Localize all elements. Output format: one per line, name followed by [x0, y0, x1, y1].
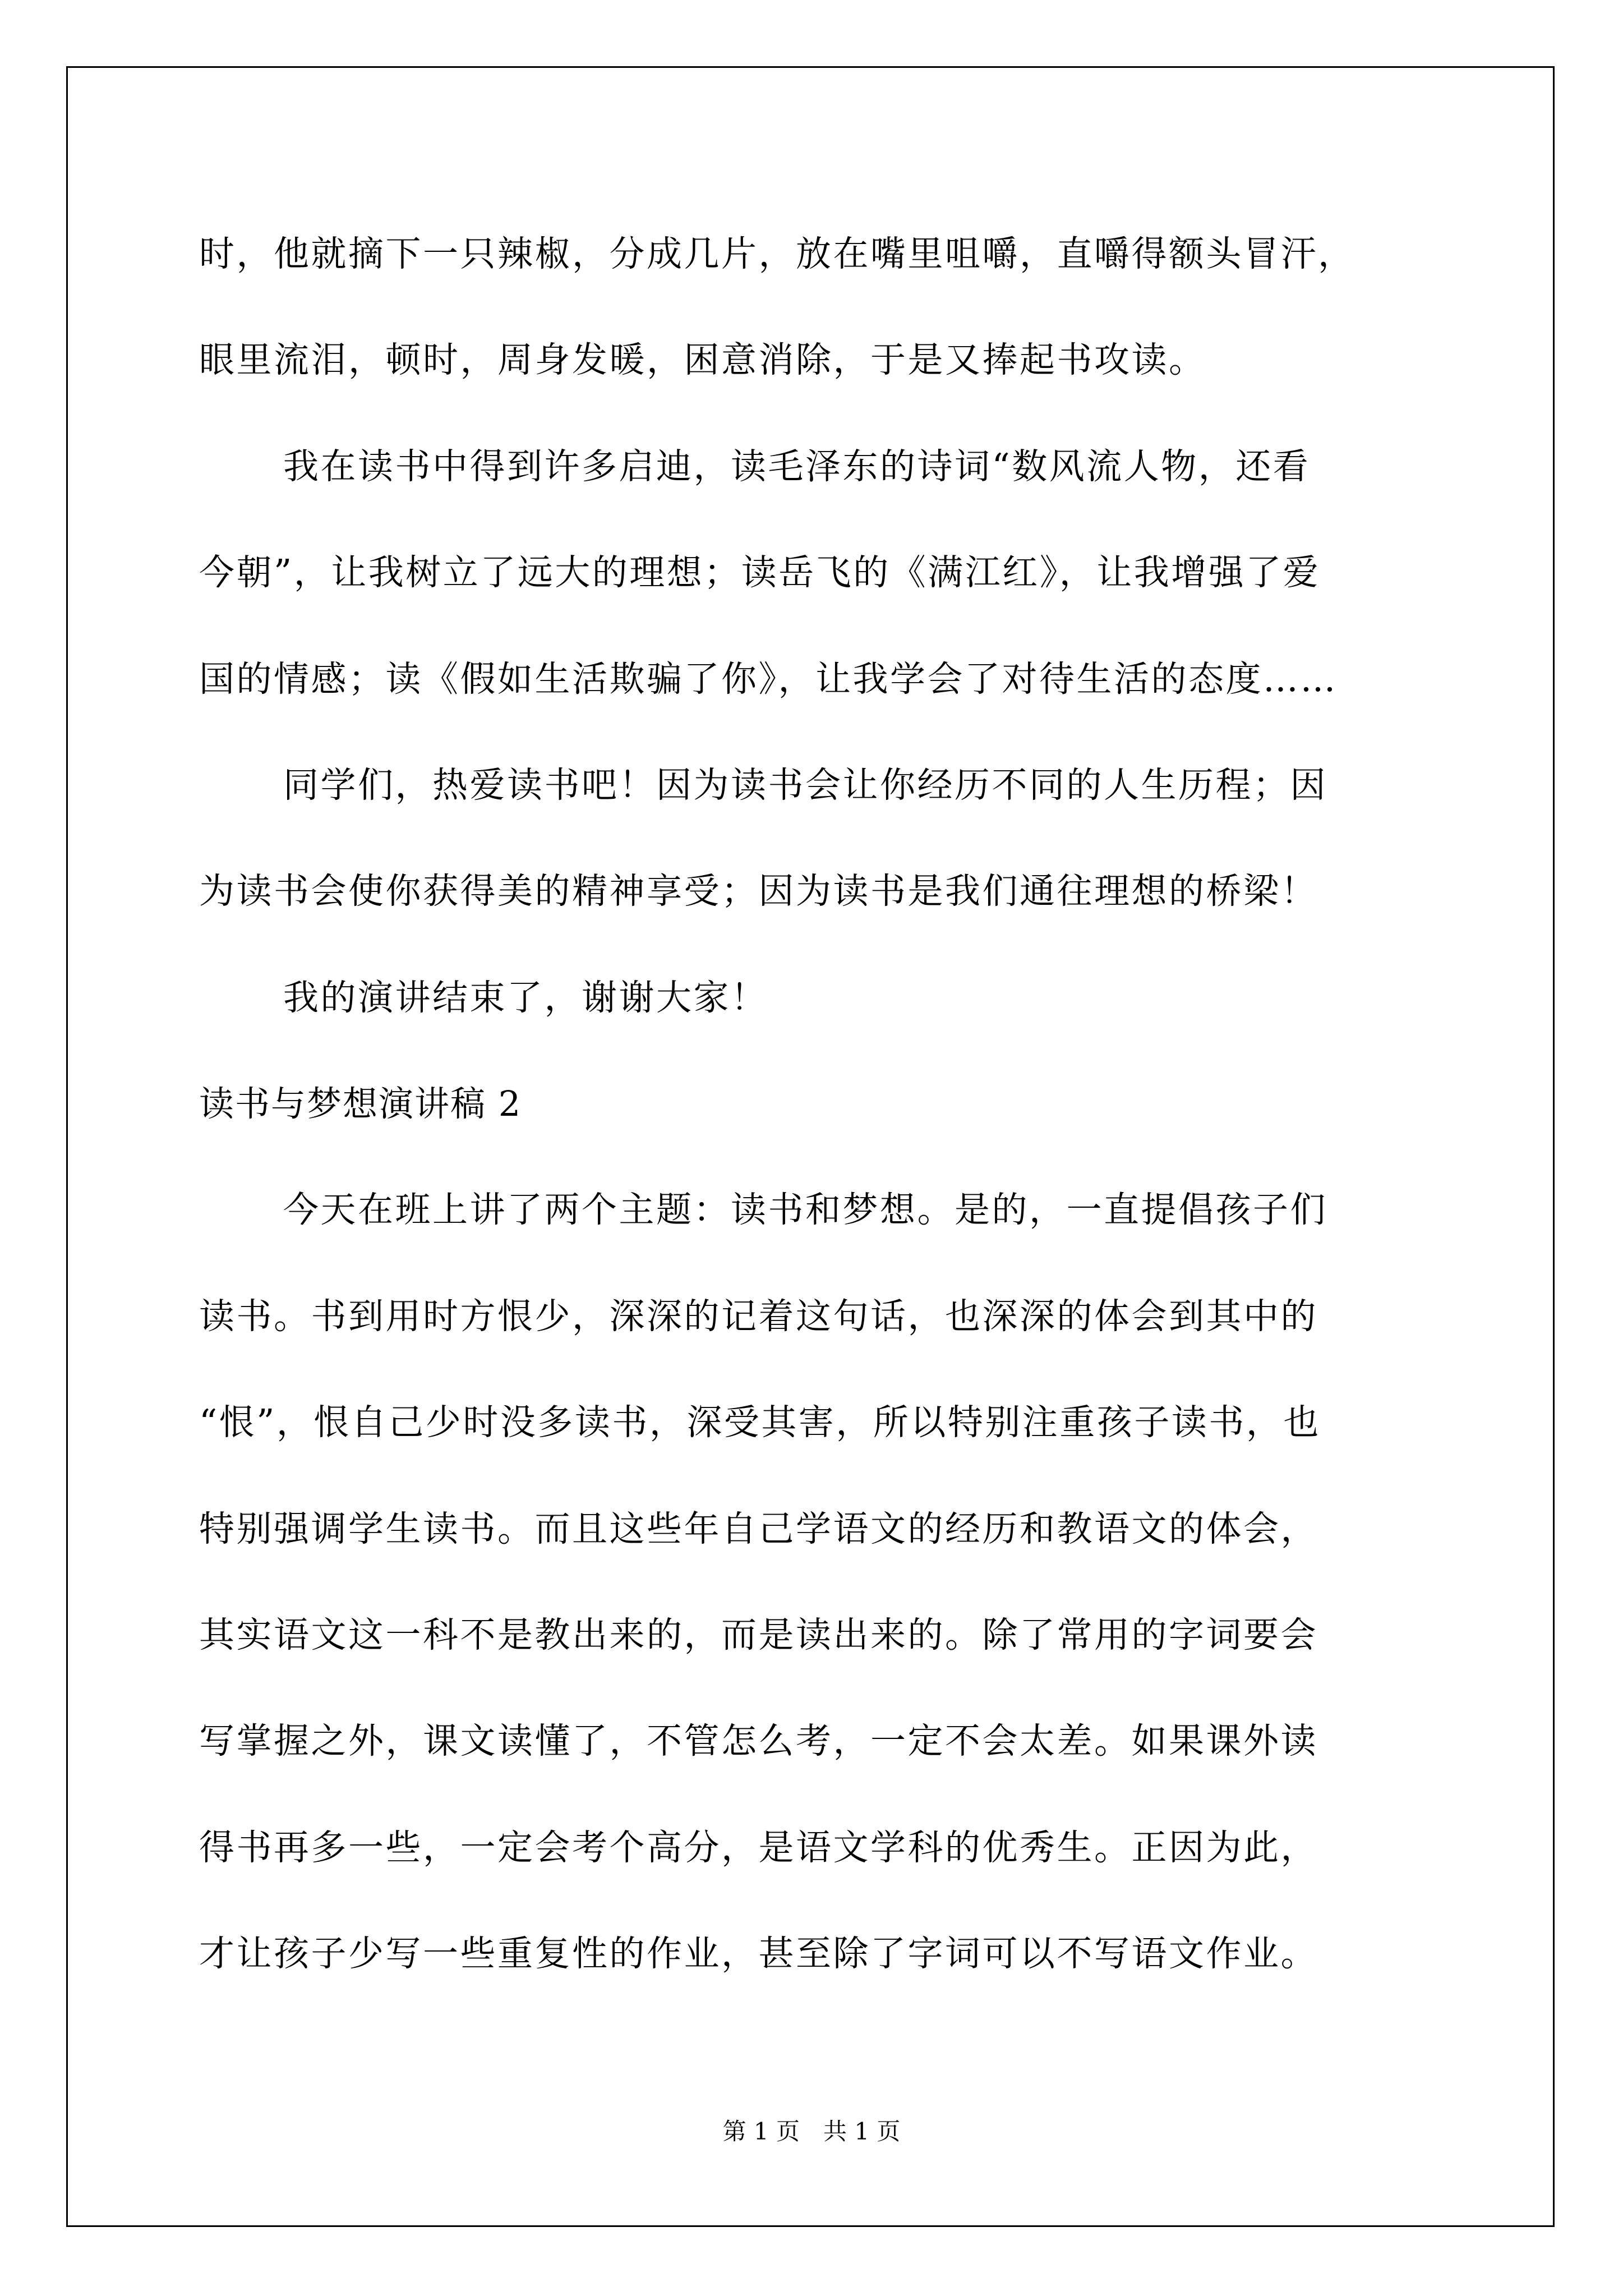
page-border — [66, 66, 1555, 2227]
paragraph-line: 今朝”，让我树立了远大的理想；读岳飞的《满江红》，让我增强了爱 — [199, 552, 1321, 593]
paragraph-line: 得书再多一些，一定会考个高分，是语文学科的优秀生。正因为此， — [199, 1827, 1318, 1868]
paragraph-line: 时，他就摘下一只辣椒，分成几片，放在嘴里咀嚼，直嚼得额头冒汗， — [199, 233, 1355, 274]
paragraph-line: 为读书会使你获得美的精神享受；因为读书是我们通往理想的桥梁！ — [199, 871, 1318, 912]
paragraph-line: 今天在班上讲了两个主题：读书和梦想。是的，一直提倡孩子们 — [283, 1189, 1327, 1230]
paragraph-line: 特别强调学生读书。而且这些年自己学语文的经历和教语文的体会， — [199, 1508, 1318, 1549]
paragraph-line: “恨”，恨自己少时没多读书，深受其害，所以特别注重孩子读书，也 — [199, 1402, 1321, 1443]
paragraph-line: 才让孩子少写一些重复性的作业，甚至除了字词可以不写语文作业。 — [199, 1933, 1318, 1974]
paragraph-line: 我的演讲结束了，谢谢大家！ — [283, 977, 768, 1018]
paragraph-line: 我在读书中得到许多启迪，读毛泽东的诗词“数风流人物，还看 — [283, 446, 1311, 487]
page-number: 第 1 页 共 1 页 — [722, 2118, 901, 2145]
paragraph-line: 同学们，热爱读书吧！因为读书会让你经历不同的人生历程；因 — [283, 765, 1327, 806]
paragraph-line: 写掌握之外，课文读懂了，不管怎么考，一定不会太差。如果课外读 — [199, 1720, 1318, 1761]
paragraph-line: 读书。书到用时方恨少，深深的记着这句话，也深深的体会到其中的 — [199, 1296, 1318, 1337]
paragraph-line: 国的情感；读《假如生活欺骗了你》，让我学会了对待生活的态度…… — [199, 659, 1338, 700]
paragraph-line: 其实语文这一科不是教出来的，而是读出来的。除了常用的字词要会 — [199, 1614, 1318, 1655]
section-heading: 读书与梦想演讲稿 2 — [199, 1083, 522, 1124]
paragraph-line: 眼里流泪，顿时，周身发暖，困意消除，于是又捧起书攻读。 — [199, 339, 1206, 380]
